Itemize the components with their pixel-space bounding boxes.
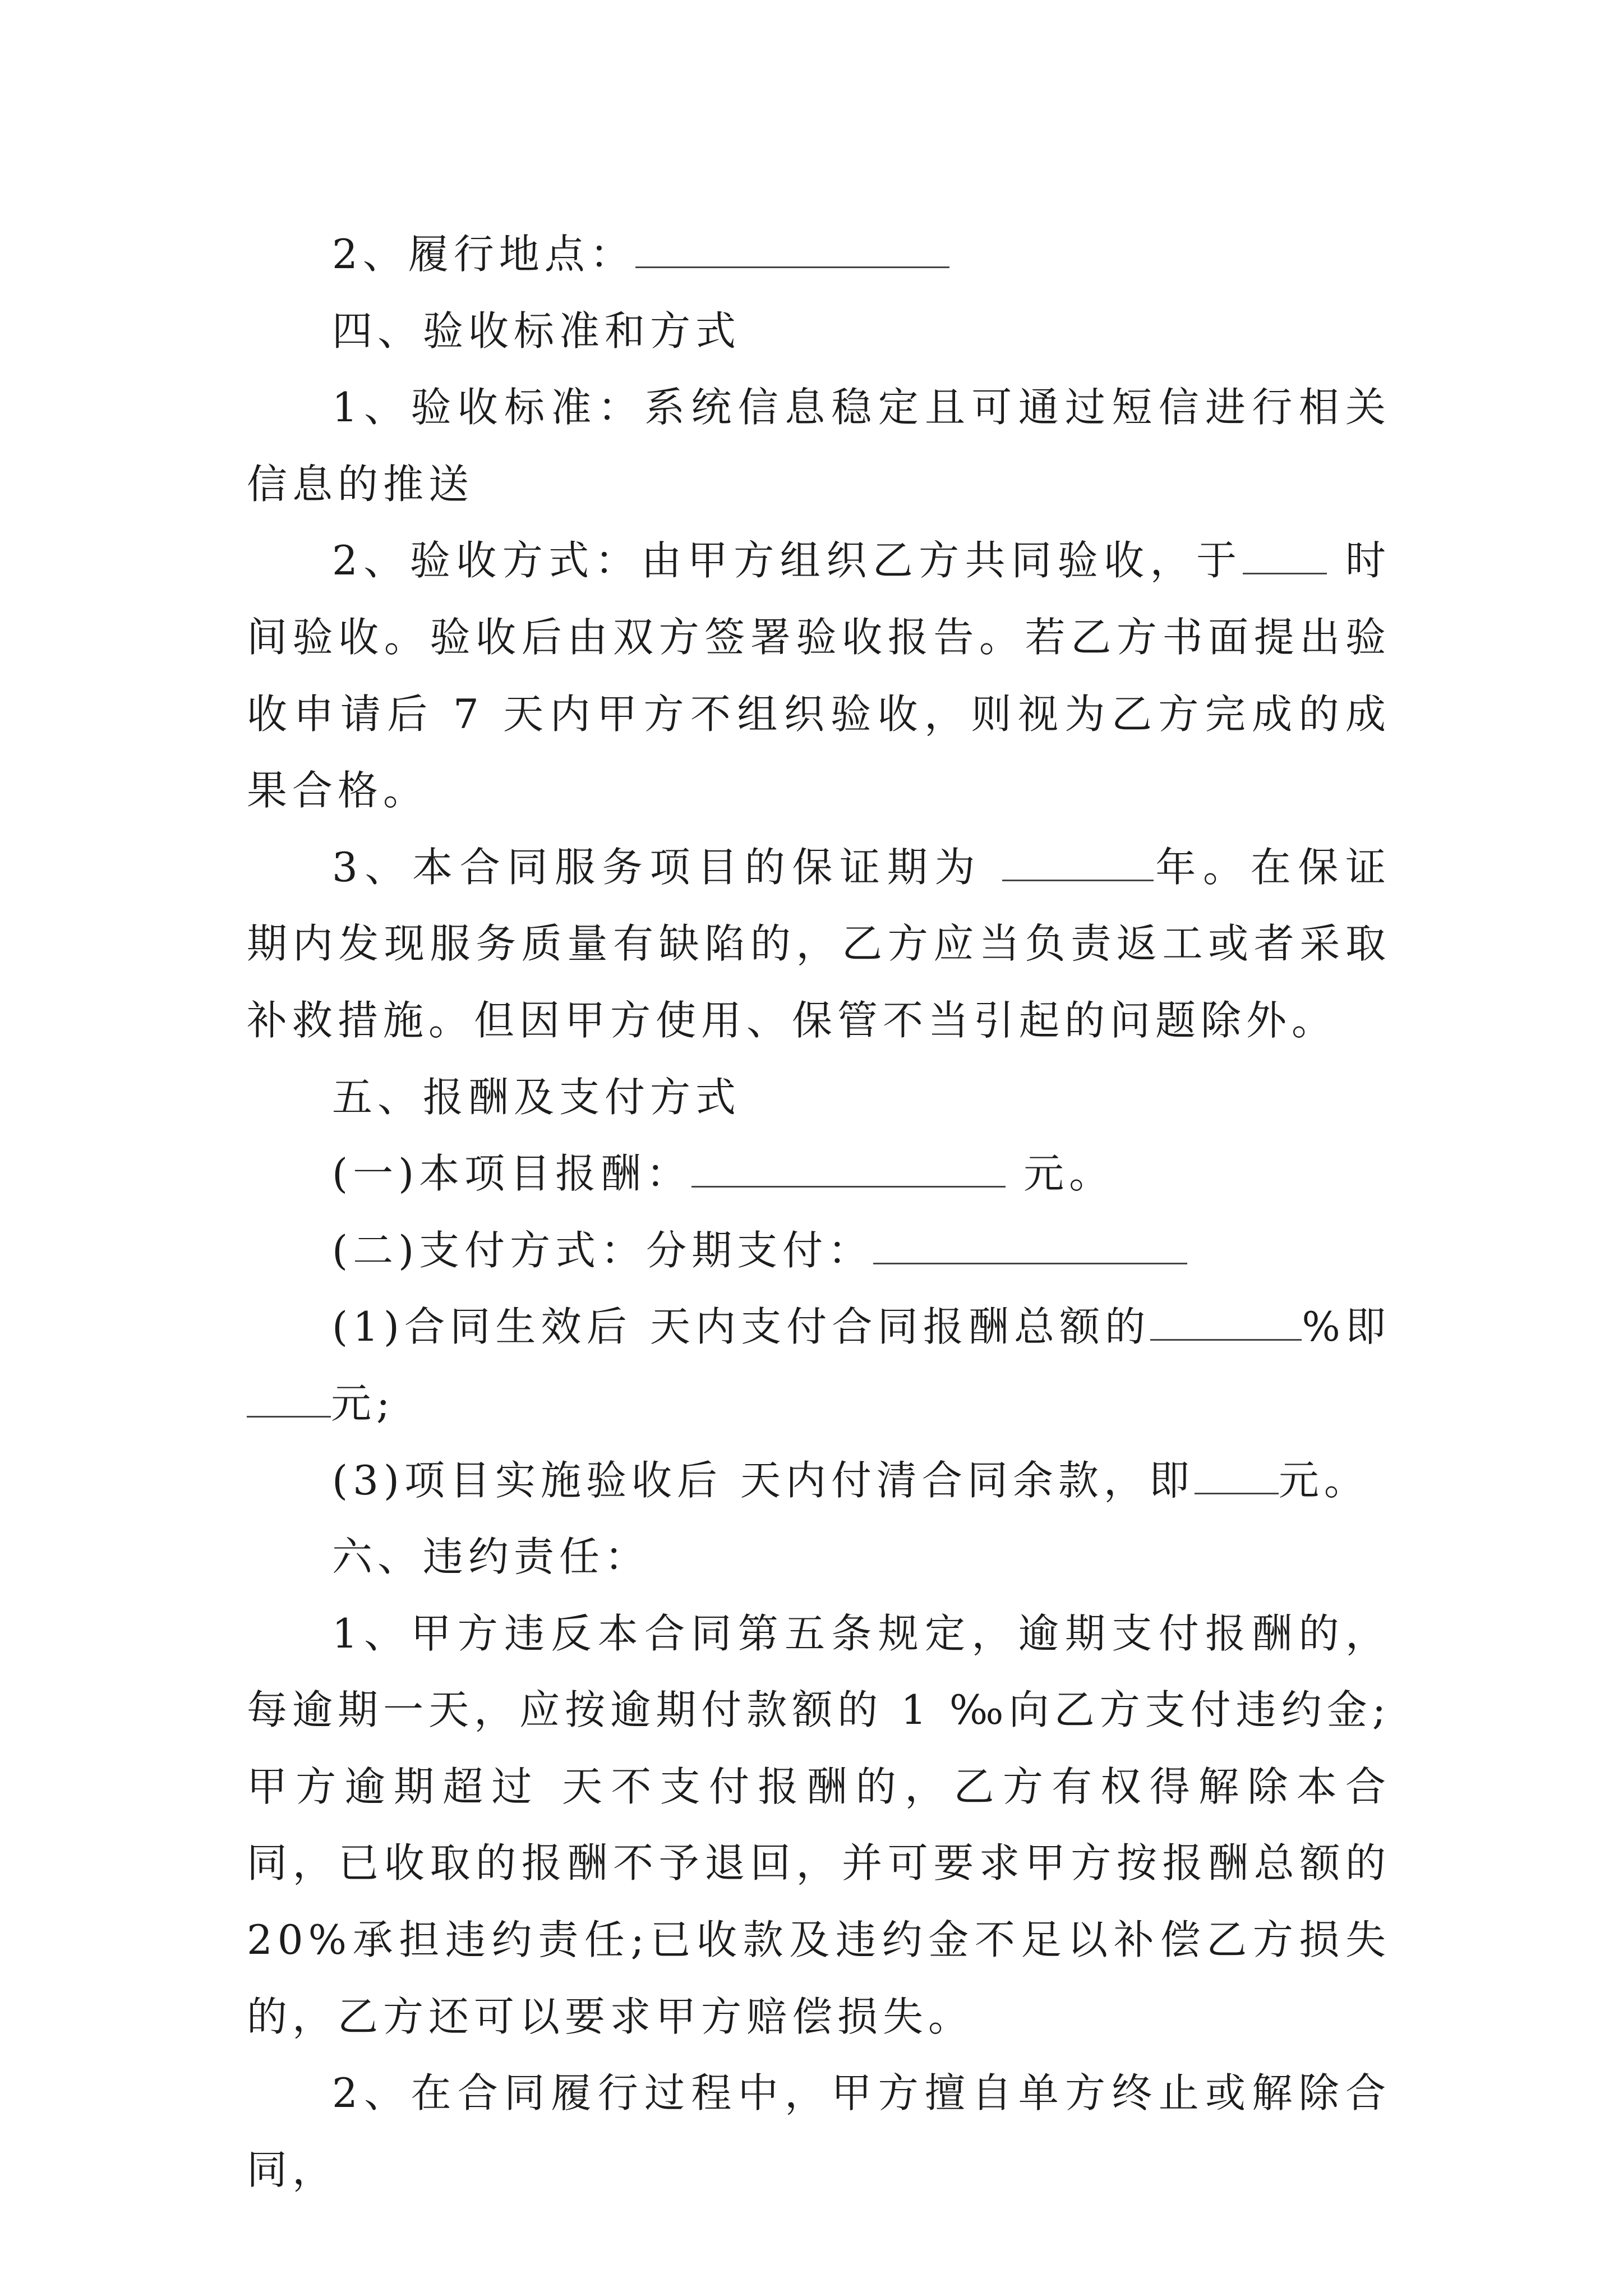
blank-line [1150, 1303, 1302, 1341]
paragraph-payment-method: (二)支付方式：分期支付： [247, 1212, 1391, 1289]
paragraph-warranty-period: 3、本合同服务项目的保证期为 年。在保证期内发现服务质量有缺陷的，乙方应当负责返工或者采取补救措施。但因甲方使用、保管不当引起的问题除外。 [247, 843, 1391, 1044]
section-heading-acceptance: 四、验收标准和方式 [332, 307, 741, 355]
paragraph-project-remuneration: (一)本项目报酬： 元。 [332, 1150, 1115, 1198]
section-heading-payment: 五、报酬及支付方式 [332, 1073, 741, 1121]
blank-line [635, 230, 949, 268]
paragraph-acceptance-method: 2、验收方式：由甲方组织乙方共同验收，于 时间验收。验收后由双方签署验收报告。若乙方书面提出验收申请后 7 天内甲方不组织验收，则视为乙方完成的成果合格。 [247, 537, 1391, 815]
paragraph-liability-1: 1、甲方违反本合同第五条规定，逾期支付报酬的，每逾期一天，应按逾期付款额的 1 ‰向乙方支付违约金;甲方逾期超过 天不支付报酬的，乙方有权得解除本合同，已收取的报酬不予退回，并可要求甲方按报酬总额的 20%承担违约责任;已收款及违约金不足以补偿乙方损失的，乙方还可以要求甲方赔偿损失。 [247, 1609, 1409, 2040]
blank-line [247, 1379, 331, 1418]
blank-line [1243, 537, 1327, 575]
paragraph-liability-2: 2、在合同履行过程中，甲方擅自单方终止或解除合同， [247, 2069, 1391, 2193]
blank-line [873, 1226, 1187, 1264]
paragraph-acceptance-standard: 1、验收标准：系统信息稳定且可通过短信进行相关信息的推送 [247, 384, 1391, 508]
section-heading-liability: 六、违约责任： [332, 1533, 651, 1581]
blank-line [1002, 843, 1154, 881]
paragraph-installment-1: (1)合同生效后 天内支付合同报酬总额的 %即元; [247, 1289, 1391, 1442]
blank-line [691, 1149, 1006, 1188]
document-body [247, 216, 1409, 2208]
paragraph-performance-location: 2、履行地点： [247, 216, 1391, 293]
blank-line [1195, 1456, 1279, 1494]
paragraph-installment-3: (3)项目实施验收后 天内付清合同余款，即 元。 [332, 1456, 1370, 1504]
